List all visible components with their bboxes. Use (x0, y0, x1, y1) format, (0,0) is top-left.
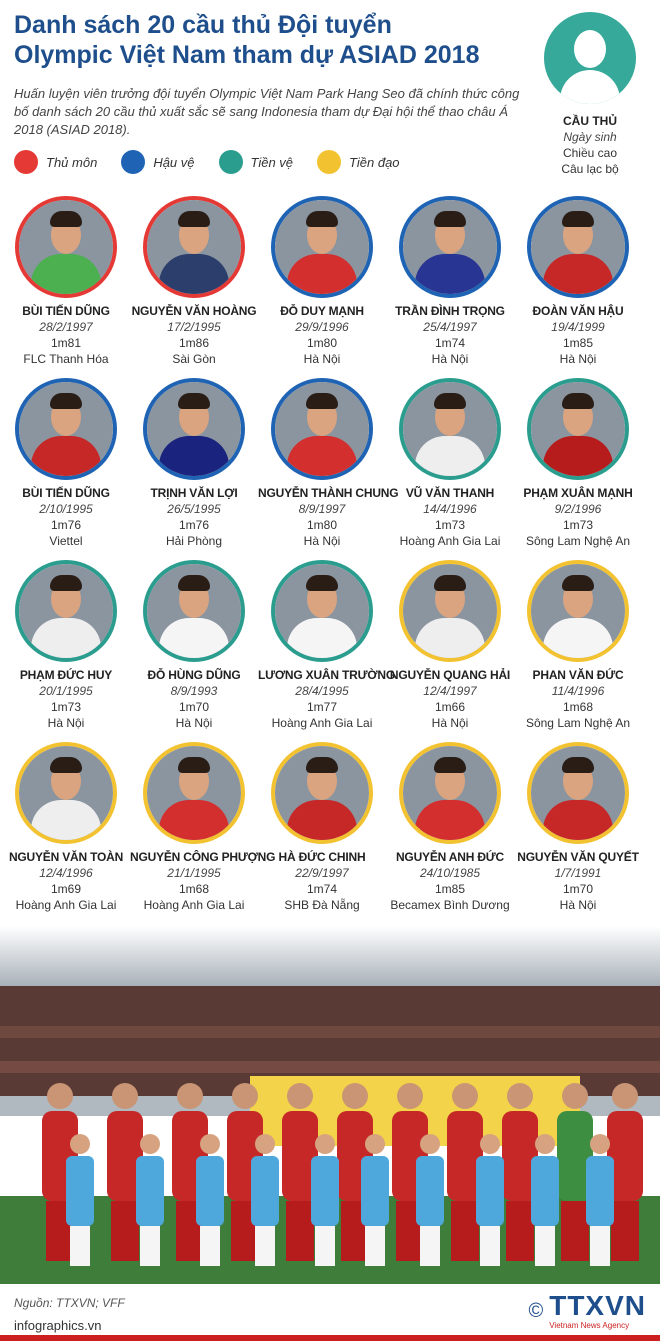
player-dob: 28/4/1995 (295, 684, 349, 698)
player-card (2, 560, 130, 742)
player-dob: 19/4/1999 (551, 320, 605, 334)
player-dob: 24/10/1985 (419, 866, 481, 880)
player-name: ĐỖ HÙNG DŨNG (147, 668, 241, 682)
player-photo (271, 378, 373, 480)
player-grid (0, 196, 660, 924)
player-photo (271, 560, 373, 662)
player-name: NGUYỄN QUANG HẢI (389, 668, 511, 682)
player-dob: 29/9/1996 (295, 320, 349, 334)
player-height: 1m68 (178, 882, 210, 896)
player-dob: 11/4/1996 (551, 684, 605, 698)
player-dob: 22/9/1997 (295, 866, 349, 880)
player-height: 1m73 (50, 700, 82, 714)
player-club: Hoàng Anh Gia Lai (271, 716, 373, 730)
player-photo (143, 378, 245, 480)
player-dob: 8/9/1997 (298, 502, 346, 516)
midfielder-dot-icon (219, 150, 243, 174)
person-silhouette-icon (544, 12, 636, 104)
player-club: Hà Nội (559, 352, 597, 366)
position-forward (317, 150, 399, 174)
footer (0, 1284, 660, 1341)
player-card (514, 560, 642, 742)
position-label: Thủ môn (46, 154, 98, 170)
player-photo (15, 378, 117, 480)
position-label: Tiền đạo (349, 154, 400, 170)
position-defender (121, 150, 194, 174)
position-midfielder (219, 150, 294, 174)
player-dob: 8/9/1993 (170, 684, 218, 698)
player-dob: 25/4/1997 (423, 320, 477, 334)
player-name: PHẠM XUÂN MẠNH (523, 486, 633, 500)
player-height: 1m66 (434, 700, 466, 714)
page-title (14, 10, 514, 70)
player-row (2, 378, 660, 560)
position-legend (14, 148, 424, 176)
ttxvn-logo (528, 1292, 646, 1330)
player-name: NGUYỄN VĂN HOÀNG (131, 304, 257, 318)
defender-dot-icon (121, 150, 145, 174)
player-dob: 26/5/1995 (167, 502, 221, 516)
team-photo-illustration (0, 926, 660, 1284)
player-photo (15, 196, 117, 298)
player-dob: 17/2/1995 (167, 320, 221, 334)
player-row (2, 196, 660, 378)
player-dob: 28/2/1997 (39, 320, 93, 334)
player-card (514, 742, 642, 924)
player-height: 1m74 (434, 336, 466, 350)
player-card (386, 196, 514, 378)
player-club: Hà Nội (303, 352, 341, 366)
player-name: ĐOÀN VĂN HẬU (532, 304, 624, 318)
player-photo (399, 742, 501, 844)
player-dob: 20/1/1995 (39, 684, 93, 698)
player-photo (527, 378, 629, 480)
player-card (130, 196, 258, 378)
player-height: 1m81 (50, 336, 82, 350)
player-club: Hà Nội (175, 716, 213, 730)
bottom-accent-bar (0, 1335, 660, 1341)
player-name: LƯƠNG XUÂN TRƯỜNG (258, 668, 395, 682)
player-photo (399, 196, 501, 298)
player-club: Hà Nội (303, 534, 341, 548)
website-link[interactable]: infographics.vn (14, 1318, 102, 1333)
player-photo (527, 742, 629, 844)
player-dob: 12/4/1996 (39, 866, 93, 880)
player-height: 1m77 (306, 700, 338, 714)
player-photo (527, 560, 629, 662)
player-dob: 12/4/1997 (423, 684, 477, 698)
player-dob: 9/2/1996 (554, 502, 602, 516)
player-height: 1m80 (306, 518, 338, 532)
legend-height-label: Chiều cao (562, 146, 618, 160)
player-card (2, 196, 130, 378)
player-photo (143, 560, 245, 662)
forward-dot-icon (317, 150, 341, 174)
player-name: NGUYỄN VĂN QUYẾT (517, 850, 639, 864)
player-height: 1m70 (562, 882, 594, 896)
player-club: Sông Lam Nghệ An (525, 534, 631, 548)
player-dob: 14/4/1996 (423, 502, 477, 516)
player-club: Sài Gòn (172, 352, 216, 366)
player-height: 1m80 (306, 336, 338, 350)
player-club: FLC Thanh Hóa (23, 352, 109, 366)
player-name: HÀ ĐỨC CHINH (278, 850, 366, 864)
player-name: NGUYỄN VĂN TOÀN (8, 850, 124, 864)
player-photo (399, 378, 501, 480)
player-height: 1m76 (178, 518, 210, 532)
player-card (258, 378, 399, 560)
player-card (386, 378, 514, 560)
player-name: NGUYỄN ANH ĐỨC (395, 850, 505, 864)
player-club: Becamex Bình Dương (390, 898, 510, 912)
player-height: 1m76 (50, 518, 82, 532)
player-height: 1m69 (50, 882, 82, 896)
player-dob: 21/1/1995 (167, 866, 221, 880)
player-club: SHB Đà Nẵng (284, 898, 360, 912)
intro-text: Huấn luyện viên trưởng đội tuyển Olympic Việt Nam Park Hang Seo đã chính thức công bố danh sách 20 cầu thủ xuất sắc sẽ sang Indonesia tham dự Đại hội thể thao châu Á 2018 (ASIAD 2018). (14, 86, 520, 137)
goalkeeper-dot-icon (14, 150, 38, 174)
player-row (2, 742, 660, 924)
player-card (258, 196, 386, 378)
player-photo (271, 742, 373, 844)
player-club: Hoàng Anh Gia Lai (15, 898, 117, 912)
logo-text: TTXVN (549, 1290, 646, 1321)
player-card (2, 378, 130, 560)
copyright-icon: © (528, 1299, 544, 1322)
player-height: 1m70 (178, 700, 210, 714)
player-card (514, 378, 642, 560)
player-card (130, 378, 258, 560)
legend-name-label: CẦU THỦ (563, 114, 617, 128)
legend-club-label: Câu lạc bộ (561, 162, 619, 176)
player-photo (15, 742, 117, 844)
player-club: Viettel (49, 534, 83, 548)
player-club: Hà Nội (559, 898, 597, 912)
player-card (514, 196, 642, 378)
player-photo (143, 742, 245, 844)
player-photo (143, 196, 245, 298)
player-height: 1m86 (178, 336, 210, 350)
player-name: NGUYỄN THÀNH CHUNG (258, 486, 399, 500)
position-label: Tiền vệ (250, 154, 294, 170)
player-height: 1m73 (562, 518, 594, 532)
player-height: 1m73 (434, 518, 466, 532)
player-card (386, 560, 514, 742)
player-card (2, 742, 130, 924)
player-name: ĐỖ DUY MẠNH (280, 304, 364, 318)
player-height: 1m68 (562, 700, 594, 714)
player-club: Hải Phòng (165, 534, 223, 548)
player-name: BÙI TIẾN DŨNG (22, 304, 110, 318)
title-line-1: Danh sách 20 cầu thủ Đội tuyển (14, 11, 392, 39)
position-label: Hậu vệ (153, 154, 195, 170)
player-photo (271, 196, 373, 298)
source-text: Nguồn: TTXVN; VFF (14, 1296, 125, 1310)
player-club: Hà Nội (431, 352, 469, 366)
legend-dob-label: Ngày sinh (563, 130, 617, 144)
player-name: TRỊNH VĂN LỢI (150, 486, 238, 500)
player-height: 1m85 (562, 336, 594, 350)
player-name: BÙI TIẾN DŨNG (22, 486, 110, 500)
legend-card (530, 12, 650, 176)
player-name: NGUYỄN CÔNG PHƯỢNG (130, 850, 276, 864)
player-club: Hà Nội (431, 716, 469, 730)
player-name: VŨ VĂN THANH (405, 486, 495, 500)
player-photo (399, 560, 501, 662)
logo-subtitle: Vietnam News Agency (549, 1321, 630, 1330)
player-card (386, 742, 514, 924)
team-photo (0, 926, 660, 1284)
player-club: Sông Lam Nghệ An (525, 716, 631, 730)
player-club: Hà Nội (47, 716, 85, 730)
player-name: PHAN VĂN ĐỨC (532, 668, 624, 682)
player-card (258, 560, 395, 742)
player-name: PHẠM ĐỨC HUY (19, 668, 113, 682)
player-card (130, 560, 258, 742)
position-goalkeeper (14, 150, 97, 174)
player-card (258, 742, 386, 924)
player-card (130, 742, 276, 924)
title-line-2: Olympic Việt Nam tham dự ASIAD 2018 (14, 41, 480, 69)
player-club: Hoàng Anh Gia Lai (143, 898, 245, 912)
player-height: 1m74 (306, 882, 338, 896)
player-name: TRẦN ĐÌNH TRỌNG (395, 304, 505, 318)
player-dob: 2/10/1995 (39, 502, 93, 516)
player-dob: 1/7/1991 (554, 866, 602, 880)
player-photo (15, 560, 117, 662)
player-height: 1m85 (434, 882, 466, 896)
player-row (2, 560, 660, 742)
player-photo (527, 196, 629, 298)
player-club: Hoàng Anh Gia Lai (399, 534, 501, 548)
